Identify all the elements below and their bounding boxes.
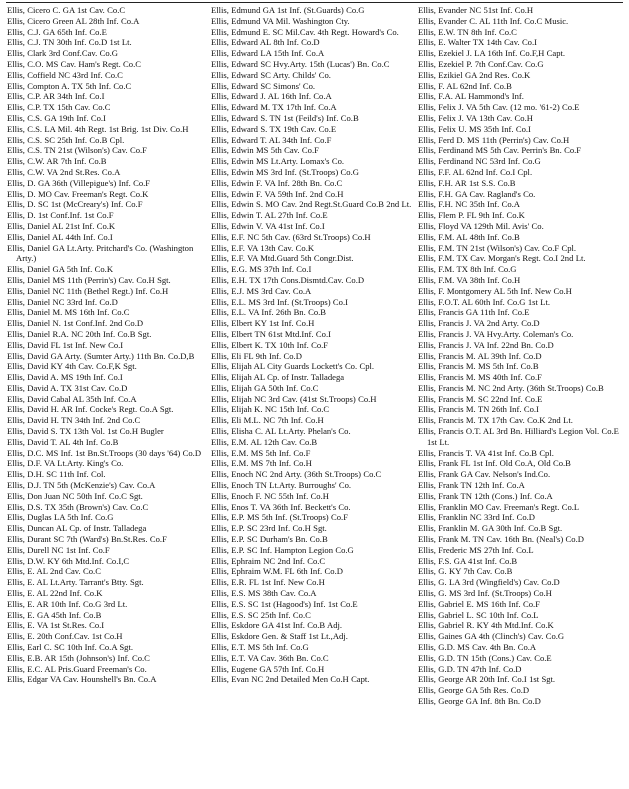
- roster-entry: Ellis, E.S. SC 1st (Hagood's) Inf. 1st Co.E: [211, 598, 358, 609]
- roster-entry: Ellis, Enoch TN Lt.Arty. Burroughs' Co.: [211, 480, 352, 491]
- roster-entry: Ellis, E.S. MS 38th Cav. Co.A: [211, 588, 317, 599]
- roster-entry: Ellis, George AR 20th Inf. Co.I 1st Sgt.: [418, 674, 556, 685]
- roster-entry: Ellis, F.F. AL 62nd Inf. Co.I Cpl.: [418, 166, 533, 177]
- roster-entry: Ellis, E. AR 10th Inf. Co.G 3rd Lt.: [7, 598, 128, 609]
- roster-entry: Ellis, Daniel NC 33rd Inf. Co.D: [7, 296, 118, 307]
- roster-entry: Ellis, George GA Inf. 8th Bn. Co.D: [418, 696, 541, 706]
- roster-entry: Ellis, E.P. SC Durham's Bn. Co.B: [211, 534, 328, 545]
- roster-entry: Ellis, Edwin T. AL 27th Inf. Co.E: [211, 210, 328, 221]
- roster-entry: Ellis, F.A. AL Hammond's Inf.: [418, 91, 524, 102]
- roster-entry: Ellis, Edwin MS 3rd Inf. (St.Troops) Co.G: [211, 166, 359, 177]
- roster-entry: Ellis, Daniel MS 11th (Perrin's) Cav. Co.H Sgt.: [7, 274, 171, 285]
- roster-entry: Ellis, Gabriel L. SC 10th Inf. Co.L: [418, 609, 539, 620]
- roster-entry: Ellis, David A. TX 31st Cav. Co.D: [7, 382, 128, 393]
- roster-entry: Ellis, D. 1st Conf.Inf. 1st Co.F: [7, 210, 114, 221]
- roster-entry: Ellis, Edward S. TN 1st (Feild's) Inf. Co.B: [211, 112, 359, 123]
- roster-entry: Ellis, C.O. MS Cav. Ham's Regt. Co.C: [7, 58, 141, 69]
- roster-entry: Ellis, Ezekiel J. LA 16th Inf. Co.F,H Capt.: [418, 48, 566, 59]
- roster-entry: Ellis, Daniel R.A. NC 20th Inf. Co.B Sgt.: [7, 328, 152, 339]
- roster-entry: Ellis, David T. AL 4th Inf. Co.B: [7, 436, 119, 447]
- roster-entry: Ellis, Edward M. TX 17th Inf. Co.A: [211, 102, 337, 113]
- roster-entry: Ellis, F.H. NC 35th Inf. Co.A: [418, 199, 521, 210]
- roster-entry: Ellis, Daniel AL 44th Inf. Co.I: [7, 231, 113, 242]
- roster-entry: Ellis, Elijah K. NC 15th Inf. Co.C: [211, 404, 330, 415]
- roster-entry: Ellis, David H. AR Inf. Cocke's Regt. Co.A Sgt.: [7, 404, 174, 415]
- roster-entry: Ellis, C.P. TX 15th Cav. Co.C: [7, 102, 111, 113]
- roster-entry: Ellis, Gabriel R. KY 4th Mtd.Inf. Co.K: [418, 620, 554, 631]
- roster-entry: Ellis, D.W. KY 6th Mtd.Inf. Co.I,C: [7, 555, 130, 566]
- roster-entry: Ellis, E.G. MS 37th Inf. Co.I: [211, 264, 312, 275]
- roster-entry: Ellis, G. KY 7th Cav. Co.B: [418, 566, 513, 577]
- roster-entry: Ellis, D.J. TN 5th (McKenzie's) Cav. Co.A: [7, 480, 156, 491]
- roster-entry: Ellis, G.D. TN 47th Inf. Co.D: [418, 663, 522, 674]
- roster-entry: Ellis, Edgar VA Cav. Hounshell's Bn. Co.A: [7, 674, 157, 685]
- roster-entry: Ellis, Eskdore GA 41st Inf. Co.B Adj.: [211, 620, 343, 631]
- roster-entry: Ellis, E. GA 45th Inf. Co.B: [7, 609, 102, 620]
- roster-entry: Ellis, Daniel GA 5th Inf. Co.K: [7, 264, 114, 275]
- roster-entry: Ellis, Eskdore Gen. & Staff 1st Lt.,Adj.: [211, 631, 348, 642]
- roster-entry: Ellis, Edwin S. MO Cav. 2nd Regt.St.Guard Co.B 2nd Lt.: [211, 199, 412, 210]
- roster-entry: Ellis, Elbert K. TX 10th Inf. Co.F: [211, 339, 329, 350]
- roster-entry: Ellis, Coffield NC 43rd Inf. Co.C: [7, 69, 123, 80]
- roster-entry: Ellis, F.O.T. AL 60th Inf. Co.G 1st Lt.: [418, 296, 551, 307]
- roster-entry: Ellis, Francis J. VA Inf. 22nd Bn. Co.D: [418, 339, 554, 350]
- roster-entry: Ellis, E.S. SC 25th Inf. Co.C: [211, 609, 311, 620]
- roster-entry: Ellis, E.M. AL 12th Cav. Co.B: [211, 436, 318, 447]
- roster-entry: Ellis, F.M. TN 21st (Wilson's) Cav. Co.F Cpl.: [418, 242, 577, 253]
- roster-entry: Ellis, E. 20th Conf.Cav. 1st Co.H: [7, 631, 123, 642]
- roster-entry: Ellis, Elisha C. AL Lt.Arty. Phelan's Co.: [211, 426, 351, 437]
- roster-entry: Ellis, D. SC 1st (McCreary's) Inf. Co.F: [7, 199, 143, 210]
- roster-entry: Ellis, E. Walter TX 14th Cav. Co.I: [418, 37, 537, 48]
- roster-entry: Ellis, Edmund VA Mil. Washington Cty.: [211, 15, 350, 26]
- roster-entry: Ellis, David Cabal AL 35th Inf. Co.A: [7, 393, 137, 404]
- roster-entry: Ellis, F.H. GA Cav. Ragland's Co.: [418, 188, 536, 199]
- roster-entry: Ellis, D.F. VA Lt.Arty. King's Co.: [7, 458, 124, 469]
- roster-entry: Ellis, David A. MS 19th Inf. Co.I: [7, 372, 123, 383]
- roster-entry: Ellis, D.C. MS Inf. 1st Bn.St.Troops (30 days '64) Co.D: [7, 447, 202, 458]
- roster-entry: Ellis, E. AL 2nd Cav. Co.C: [7, 566, 101, 577]
- roster-entry: Ellis, Frank TN 12th Inf. Co.A: [418, 480, 525, 491]
- roster-entry: Ellis, Edwin F. VA 59th Inf. 2nd Co.H: [211, 188, 344, 199]
- roster-entry: Ellis, Edward LA 15th Inf. Co.A: [211, 48, 325, 59]
- roster-entry: Ellis, Enoch F. NC 55th Inf. Co.H: [211, 490, 329, 501]
- roster-column-1: [7, 5, 207, 685]
- roster-entry: Ellis, Frank TN 12th (Cons.) Inf. Co.A: [418, 490, 553, 501]
- roster-entry: Ellis, E. AL Lt.Arty. Tarrant's Btty. Sgt.: [7, 577, 144, 588]
- roster-entry: Ellis, C.S. GA 19th Inf. Co.I: [7, 112, 106, 123]
- roster-entry: Ellis, Daniel M. MS 16th Inf. Co.C: [7, 307, 130, 318]
- roster-entry: Ellis, D. MO Cav. Freeman's Regt. Co.K: [7, 188, 149, 199]
- roster-entry: Ellis, David FL 1st Inf. New Co.I: [7, 339, 124, 350]
- roster-entry: Ellis, F.M. VA 38th Inf. Co.H: [418, 274, 521, 285]
- roster-entry: Ellis, Ezekiel P. 7th Conf.Cav. Co.G: [418, 58, 544, 69]
- roster-entry: Ellis, Enoch NC 2nd Arty. (36th St.Troops) Co.C: [211, 469, 382, 480]
- roster-entry: Ellis, Durell NC 1st Inf. Co.F: [7, 544, 110, 555]
- roster-entry: Ellis, Francis M. MS 5th Inf. Co.B: [418, 361, 539, 372]
- roster-entry: Ellis, Francis J. VA 2nd Arty. Co.D: [418, 318, 540, 329]
- roster-entry: Ellis, Edmund E. SC Mil.Cav. 4th Regt. Howard's Co.: [211, 26, 399, 37]
- roster-entry: Ellis, Ferdinand MS 5th Cav. Perrin's Bn. Co.F: [418, 145, 582, 156]
- roster-entry: Ellis, Edmund GA 1st Inf. (St.Guards) Co.G: [211, 5, 365, 15]
- roster-entry: Ellis, Edward SC Arty. Childs' Co.: [211, 69, 331, 80]
- roster-entry: Ellis, Felix U. MS 35th Inf. Co.I: [418, 123, 531, 134]
- roster-entry: Ellis, E.P. MS 5th Inf. (St.Troops) Co.F: [211, 512, 348, 523]
- roster-entry: Ellis, E.L. VA Inf. 26th Bn. Co.B: [211, 307, 326, 318]
- roster-entry: Ellis, Elijah GA 50th Inf. Co.C: [211, 382, 319, 393]
- roster-entry: Ellis, Francis M. MS 40th Inf. Co.F: [418, 372, 542, 383]
- roster-entry: Ellis, E. VA 1st St.Res. Co.I: [7, 620, 105, 631]
- roster-entry: Ellis, Elijah AL City Guards Lockett's Co. Cpl.: [211, 361, 375, 372]
- roster-entry: Ellis, Daniel N. 1st Conf.Inf. 2nd Co.D: [7, 318, 144, 329]
- roster-entry: Ellis, D.H. SC 11th Inf. Col.: [7, 469, 106, 480]
- roster-entry: Ellis, E.J. MS 3rd Cav. Co.A: [211, 285, 312, 296]
- roster-entry: Ellis, Evander C. AL 11th Inf. Co.C Music.: [418, 15, 569, 26]
- roster-entry: Ellis, David GA Arty. (Sumter Arty.) 11th Bn. Co.D,B: [7, 350, 195, 361]
- roster-entry: Ellis, Evan NC 2nd Detailed Men Co.H Capt.: [211, 674, 370, 685]
- roster-entry: Ellis, Edwin MS Lt.Arty. Lomax's Co.: [211, 156, 345, 167]
- roster-entry: Ellis, Edwin F. VA Inf. 28th Bn. Co.C: [211, 177, 343, 188]
- roster-entry: Ellis, C.W. AR 7th Inf. Co.B: [7, 156, 107, 167]
- roster-entry: Ellis, Elbert KY 1st Inf. Co.H: [211, 318, 315, 329]
- roster-entry: Ellis, Edward AL 8th Inf. Co.D: [211, 37, 320, 48]
- roster-entry: Ellis, Franklin MO Cav. Freeman's Regt. Co.L: [418, 501, 580, 512]
- roster-entry: Ellis, David S. TX 13th Vol. 1st Co.H Bugler: [7, 426, 164, 437]
- roster-entry: Ellis, F. Montgomery AL 5th Inf. New Co.H: [418, 285, 572, 296]
- roster-entry: Ellis, C.S. TN 21st (Wilson's) Cav. Co.F: [7, 145, 147, 156]
- roster-entry: Ellis, George GA 5th Res. Co.D: [418, 685, 530, 696]
- top-rule: [6, 2, 623, 3]
- roster-entry: Ellis, E.F. VA 13th Cav. Co.K: [211, 242, 315, 253]
- roster-column-3: [418, 5, 625, 707]
- roster-entry: Ellis, C.J. TN 30th Inf. Co.D 1st Lt.: [7, 37, 132, 48]
- roster-entry: Ellis, E.R. FL 1st Inf. New Co.H: [211, 577, 325, 588]
- roster-entry: Ellis, E.M. MS 7th Inf. Co.H: [211, 458, 312, 469]
- roster-entry: Ellis, Evander NC 51st Inf. Co.H: [418, 5, 534, 15]
- roster-entry: Ellis, Flem P. FL 9th Inf. Co.K: [418, 210, 525, 221]
- roster-entry: Ellis, E.W. TN 8th Inf. Co.C: [418, 26, 517, 37]
- roster-entry: Ellis, D.S. TX 35th (Brown's) Cav. Co.C: [7, 501, 149, 512]
- roster-entry: Ellis, Francis M. TX 17th Cav. Co.K 2nd Lt.: [418, 415, 573, 426]
- roster-entry: Ellis, Franklin M. GA 30th Inf. Co.B Sgt.: [418, 523, 563, 534]
- roster-entry: Ellis, Felix J. VA 13th Cav. Co.H: [418, 112, 533, 123]
- roster-entry: Ellis, Edward J. AL 16th Inf. Co.A: [211, 91, 332, 102]
- roster-entry: Ellis, Ferdinand NC 53rd Inf. Co.G: [418, 156, 541, 167]
- roster-entry: Ellis, G.D. TN 15th (Cons.) Cav. Co.E: [418, 652, 552, 663]
- roster-entry: Ellis, Clark 3rd Conf.Cav. Co.G: [7, 48, 118, 59]
- roster-entry: Ellis, G.D. MS Cav. 4th Bn. Co.A: [418, 642, 537, 653]
- roster-entry: Ellis, E.T. MS 5th Inf. Co.G: [211, 642, 309, 653]
- roster-entry: Ellis, E.P. SC 23rd Inf. Co.H Sgt.: [211, 523, 327, 534]
- roster-entry: Ellis, E.M. MS 5th Inf. Co.F: [211, 447, 311, 458]
- roster-entry: Ellis, E.P. SC Inf. Hampton Legion Co.G: [211, 544, 354, 555]
- roster-entry: Ellis, Eli M.L. NC 7th Inf. Co.H: [211, 415, 324, 426]
- roster-entry: Ellis, David H. TN 34th Inf. 2nd Co.C: [7, 415, 141, 426]
- roster-entry: Ellis, Edwin MS 5th Cav. Co.F: [211, 145, 319, 156]
- roster-entry: Ellis, C.W. VA 2nd St.Res. Co.A: [7, 166, 121, 177]
- roster-entry: Ellis, Elijah NC 3rd Cav. (41st St.Troops) Co.H: [211, 393, 377, 404]
- roster-entry: Ellis, C.S. SC 25th Inf. Co.B Cpl.: [7, 134, 125, 145]
- roster-entry: Ellis, F.M. AL 48th Inf. Co.B: [418, 231, 520, 242]
- roster-entry: Ellis, G. MS 3rd Inf. (St.Troops) Co.H: [418, 588, 552, 599]
- roster-entry: Ellis, F.M. TX Cav. Morgan's Regt. Co.I 2nd Lt.: [418, 253, 586, 264]
- roster-entry: Ellis, Elbert TN 61st Mtd.Inf. Co.I: [211, 328, 331, 339]
- roster-entry: Ellis, Elijah AL Cp. of Instr. Talladega: [211, 372, 345, 383]
- roster-entry: Ellis, F. AL 62nd Inf. Co.B: [418, 80, 512, 91]
- roster-entry: Ellis, Eli FL 9th Inf. Co.D: [211, 350, 302, 361]
- roster-entry: Ellis, Edward SC Hvy.Arty. 15th (Lucas') Bn. Co.C: [211, 58, 390, 69]
- roster-entry: Ellis, Cicero Green AL 28th Inf. Co.A: [7, 15, 140, 26]
- roster-entry: Ellis, Earl C. SC 10th Inf. Co.A Sgt.: [7, 642, 134, 653]
- roster-entry: Ellis, C.J. GA 65th Inf. Co.E: [7, 26, 107, 37]
- roster-entry: Ellis, Francis M. AL 39th Inf. Co.D: [418, 350, 542, 361]
- roster-entry: Ellis, E.T. VA Cav. 36th Bn. Co.C: [211, 652, 329, 663]
- roster-entry: Ellis, Frank M. TN Cav. 16th Bn. (Neal's) Co.D: [418, 534, 584, 545]
- roster-entry: Ellis, Francis T. VA 41st Inf. Co.B Cpl.: [418, 447, 554, 458]
- roster-entry: Ellis, C.P. AR 34th Inf. Co.I: [7, 91, 105, 102]
- roster-entry: Ellis, Daniel GA Lt.Arty. Pritchard's Co. (Washington Arty.): [7, 242, 194, 264]
- roster-entry: Ellis, Ephraim NC 2nd Inf. Co.C: [211, 555, 326, 566]
- roster-entry: Ellis, Gaines GA 4th (Clinch's) Cav. Co.G: [418, 631, 565, 642]
- roster-entry: Ellis, Franklin NC 33rd Inf. Co.D: [418, 512, 536, 523]
- roster-entry: Ellis, Durant SC 7th (Ward's) Bn.St.Res. Co.F: [7, 534, 167, 545]
- roster-entry: Ellis, Eugene GA 57th Inf. Co.H: [211, 663, 325, 674]
- roster-entry: Ellis, Frederic MS 27th Inf. Co.L: [418, 544, 534, 555]
- roster-entry: Ellis, Duglas LA 5th Inf. Co.G: [7, 512, 114, 523]
- roster-entry: Ellis, David KY 4th Cav. Co.F,K Sgt.: [7, 361, 137, 372]
- roster-entry: Ellis, C.S. LA Mil. 4th Regt. 1st Brig. 1st Div. Co.H: [7, 123, 189, 134]
- roster-entry: Ellis, Edward SC Simons' Co.: [211, 80, 316, 91]
- roster-entry: Ellis, Frank GA Cav. Nelson's Ind.Co.: [418, 469, 551, 480]
- roster-entry: Ellis, E.F. VA Mtd.Guard 5th Congr.Dist.: [211, 253, 354, 264]
- roster-entry: Ellis, Edwin V. VA 41st Inf. Co.I: [211, 220, 325, 231]
- roster-entry: Ellis, Francis M. SC 22nd Inf. Co.E: [418, 393, 543, 404]
- roster-entry: Ellis, F.S. GA 41st Inf. Co.B: [418, 555, 518, 566]
- roster-entry: Ellis, G. LA 3rd (Wingfield's) Cav. Co.D: [418, 577, 560, 588]
- roster-entry: Ellis, D. GA 36th (Villepigue's) Inf. Co.F: [7, 177, 151, 188]
- roster-entry: Ellis, Ferd D. MS 11th (Perrin's) Cav. Co.H: [418, 134, 570, 145]
- roster-entry: Ellis, Daniel NC 11th (Bethel Regt.) Inf. Co.H: [7, 285, 169, 296]
- roster-entry: Ellis, Cicero C. GA 1st Cav. Co.C: [7, 5, 126, 15]
- roster-entry: Ellis, F.H. AR 1st S.S. Co.B: [418, 177, 516, 188]
- roster-entry: Ellis, Duncan AL Cp. of Instr. Talladega: [7, 523, 147, 534]
- roster-entry: Ellis, Francis O.T. AL 3rd Bn. Hilliard's Legion Vol. Co.E 1st Lt.: [418, 426, 619, 447]
- roster-entry: Ellis, E.L. MS 3rd Inf. (St.Troops) Co.I: [211, 296, 348, 307]
- roster-entry: Ellis, Francis GA 11th Inf. Co.E: [418, 307, 530, 318]
- roster-entry: Ellis, Enos T. VA 36th Inf. Beckett's Co.: [211, 501, 351, 512]
- roster-entry: Ellis, Frank FL 1st Inf. Old Co.A, Old Co.B: [418, 458, 571, 469]
- roster-entry: Ellis, Compton A. TX 5th Inf. Co.C: [7, 80, 132, 91]
- roster-entry: Ellis, E. AL 22nd Inf. Co.K: [7, 588, 103, 599]
- roster-entry: Ellis, Francis M. TN 26th Inf. Co.I: [418, 404, 539, 415]
- roster-entry: Ellis, E.F. NC 5th Cav. (63rd St.Troops) Co.H: [211, 231, 371, 242]
- roster-entry: Ellis, Francis M. NC 2nd Arty. (36th St.Troops) Co.B: [418, 382, 604, 393]
- roster-entry: Ellis, E.C. AL Pris.Guard Freeman's Co.: [7, 663, 147, 674]
- roster-entry: Ellis, Ephraim W.M. FL 6th Inf. Co.D: [211, 566, 343, 577]
- roster-entry: Ellis, Edward T. AL 34th Inf. Co.F: [211, 134, 332, 145]
- roster-entry: Ellis, Don Juan NC 50th Inf. Co.C Sgt.: [7, 490, 143, 501]
- roster-entry: Ellis, Gabriel E. MS 16th Inf. Co.F: [418, 598, 540, 609]
- roster-column-2: [211, 5, 415, 685]
- roster-entry: Ellis, Felix J. VA 5th Cav. (12 mo. '61-2) Co.E: [418, 102, 580, 113]
- roster-entry: Ellis, Daniel AL 21st Inf. Co.K: [7, 220, 116, 231]
- roster-entry: Ellis, Francis J. VA Hvy.Arty. Coleman's Co.: [418, 328, 574, 339]
- roster-entry: Ellis, E.H. TX 17th Cons.Dismtd.Cav. Co.D: [211, 274, 365, 285]
- roster-entry: Ellis, E.B. AR 15th (Johnson's) Inf. Co.C: [7, 652, 150, 663]
- roster-entry: Ellis, Floyd VA 129th Mil. Avis' Co.: [418, 220, 544, 231]
- roster-entry: Ellis, F.M. TX 8th Inf. Co.G: [418, 264, 517, 275]
- roster-entry: Ellis, Edward S. TX 19th Cav. Co.E: [211, 123, 337, 134]
- roster-entry: Ellis, Ezikiel GA 2nd Res. Co.K: [418, 69, 531, 80]
